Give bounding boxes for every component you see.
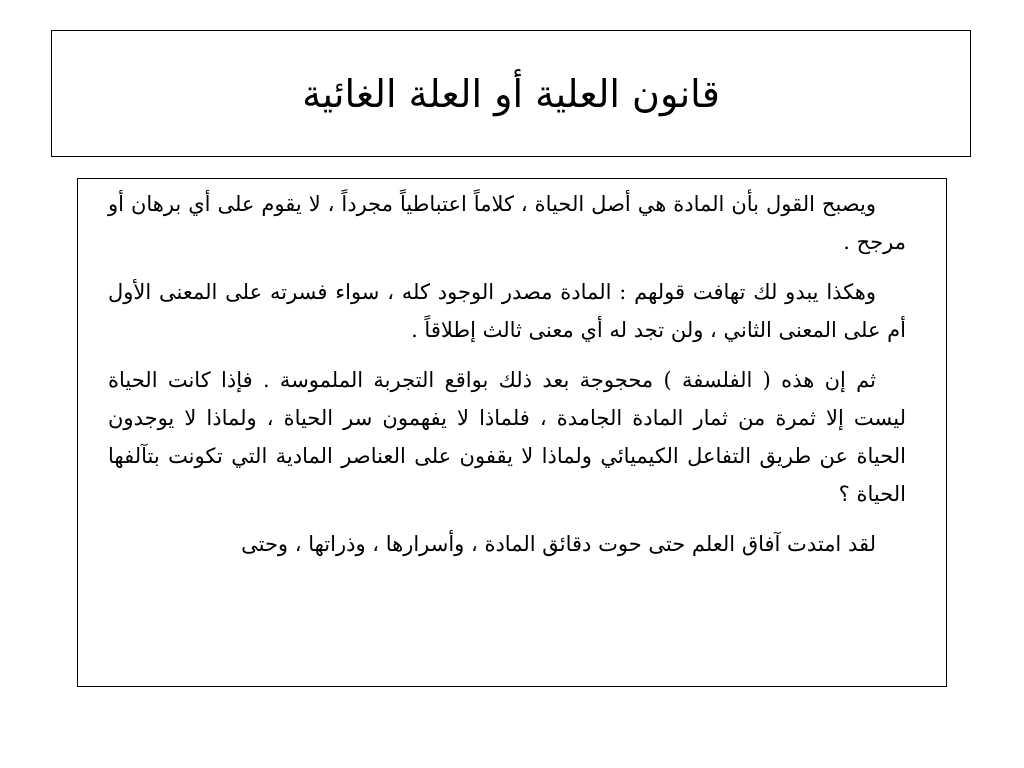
paragraph-1: ويصبح القول بأن المادة هي أصل الحياة ، كلاماً اعتباطياً مجرداً ، لا يقوم على أي برهان أو مرجح . (108, 192, 906, 254)
scanned-text-frame (77, 178, 947, 687)
slide-title: قانون العلية أو العلة الغائية (302, 71, 720, 116)
paragraph-2: وهكذا يبدو لك تهافت قولهم : المادة مصدر الوجود كله ، سواء فسرته على المعنى الأول أم على المعنى الثاني ، ولن تجد له أي معنى ثالث إطلاقاً . (108, 280, 906, 342)
paragraph-4: لقد امتدت آفاق العلم حتى حوت دقائق المادة ، وأسرارها ، وذراتها ، وحتى (241, 532, 876, 556)
paragraph-3: ثم إن هذه ( الفلسفة ) محجوجة بعد ذلك بواقع التجربة الملموسة . فإذا كانت الحياة ليست إلا ثمرة من ثمار المادة الجامدة ، فلماذا لا يفهمون سر الحياة ، ولماذا لا يوجدون الحياة عن طريق التفاعل الكيميائي ولماذا لا يقفون على العناصر المادية التي تكونت بتآلفها الحياة ؟ (108, 368, 906, 506)
title-frame (51, 30, 971, 157)
